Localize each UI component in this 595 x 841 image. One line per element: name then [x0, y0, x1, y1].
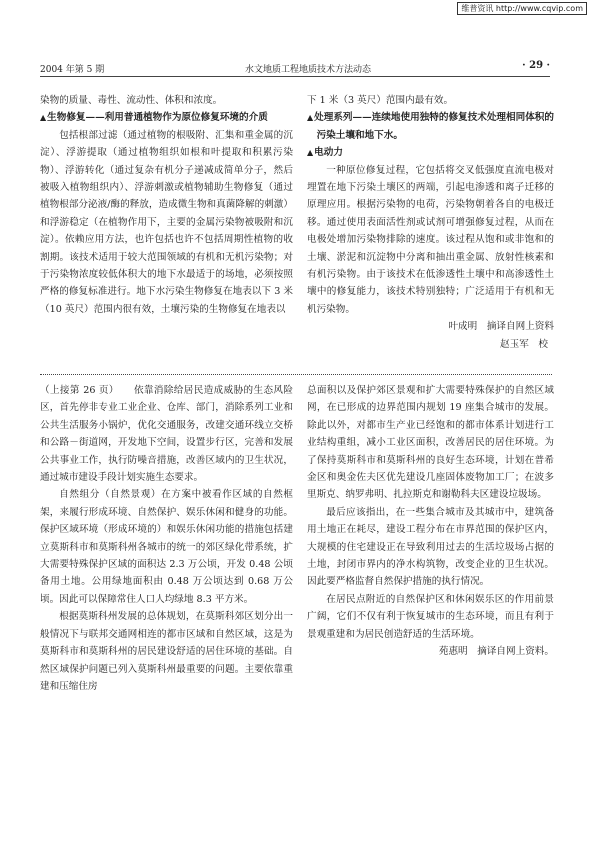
section-treatment-train-title: ▲处理系列——连续地使用独特的修复技术处理相同体积的污染土壤和地下水。 [307, 112, 554, 141]
general-plan-paragraph: 根据莫斯科州发展的总体规划，在莫斯科郊区划分出一般情况下与联邦交通网相连的都市区域和自然区域，这是为莫斯科市和莫斯科州的居民建设舒适的居住环境的基础。自然区域保护问题已列入莫斯科州最重要的问题。主要依靠重建和压缩住房 [40, 611, 293, 692]
land-reserve-paragraph: 最后应该指出，在一些集合城市及其城市中，建筑备用土地正在耗尽，建设工程分布在市界范围的保护区内，大规模的住宅建设正在导致利用过去的生活垃圾场占据的土地，封闭市界内的净水构筑物，改变企业的卫生状况。因此要严格监督自然保护措施的执行情况。 [307, 506, 554, 588]
section-bioremediation-title: ▲生物修复——利用普通植物作为原位修复环境的介质 [40, 112, 268, 124]
electrokinetic-paragraph: 一种原位修复过程，它包括将交叉低强度直流电极对埋置在地下污染土壤区的两端，引起电渗透和离子迁移的原理应用。根据污染物的电荷，污染物朝着各自的电极迁移。通过使用表面活性剂或试剂可增强修复过程，从而在电极处增加污染物排除的速度。该过程从饱和或非饱和的土壤、淤泥和沉淀物中分离和抽出重金属、放射性核素和有机污染物。由于该技术在低渗透性土壤中和高渗透性土壤中的修复能力，该技术特别独特；广泛适用于有机和无机污染物。 [307, 164, 554, 315]
issue-label: 2004 年第 5 期 [40, 65, 105, 75]
running-header [40, 60, 550, 77]
urban-development-paragraph: 总面积以及保护郊区景观和扩大需要特殊保护的自然区域网，在已形成的边界范围内规划 19 座集合城市的发展。除此以外，对都市生产业已经饱和的都市体系计划进行工业结构重组，减小工业区面积，改善居民的居住环境。为了保持莫斯科市和莫斯科州的良好生态环境，计划在普希金区和奥金佐夫区优先建设几座固体废物加工厂；在波多里斯克、纳罗弗明、扎拉斯克和谢勒科夫区建设垃圾场。 [307, 385, 554, 501]
translator-signature: 叶成明 摘译自网上资料 [448, 321, 554, 333]
top-left-column [40, 92, 293, 318]
section-electrokinetic-title: ▲电动力 [307, 147, 343, 159]
translator-signature-bottom: 苑惠明 摘译自网上资料。 [438, 646, 554, 658]
continued-paragraph: 下 1 米（3 英尺）范围内最有效。 [307, 95, 454, 106]
triangle-bullet-icon: ▲ [307, 112, 314, 123]
natural-component-paragraph: 自然组分（自然景观）在方案中被看作区域的自然框架，来履行形成环境、自然保护、娱乐休闲和健身的功能。保护区域环境（形成环境的）和娱乐休闲功能的措施包括建立莫斯科市和莫斯科州各城市的统一的郊区绿化带系统，扩大需要特殊保护区域的面积达 2.3 万公顷，开发 0.48 公顷备用土地。公用绿地面积由 0.48 万公顷达到 0.68 万公顷。因此可以保障常住人口人均绿地 8.3 平方米。 [40, 489, 293, 605]
watermark-stamp: 维普资讯 http://www.cqvip.com [457, 2, 587, 15]
top-right-column [307, 92, 554, 353]
journal-title: 水文地质工程地质技术方法动态 [245, 65, 372, 75]
continued-from-page26-paragraph: （上接第 26 页） 依靠消除给居民造成威胁的生态风险区，首先停非专业工业企业、仓库、部门，消除系列工业和公共生活服务小锅炉，优化交通服务，改建交通环线立交桥和公路－街道网，开发地下空间，设置步行区，完善和发展公共事业工作，执行防噪音措施，改善区域内的卫生状况，通过城市建设手段计划实施生态要求。 [40, 385, 293, 484]
bottom-right-column [307, 382, 554, 661]
proofreader-signature: 赵玉军 校 [500, 338, 548, 350]
triangle-bullet-icon: ▲ [40, 112, 47, 123]
intro-paragraph: 染物的质量、毒性、流动性、体积和浓度。 [40, 95, 223, 106]
recreation-zone-paragraph: 在居民点附近的自然保护区和休闲娱乐区的作用前景广阔，它们不仅有利于恢复城市的生态环境，而且有利于景观重建和为居民创造舒适的生活环境。 [307, 593, 554, 640]
section-divider [40, 374, 552, 375]
bioremediation-paragraph: 包括根部过滤（通过植物的根吸附、汇集和重金属的沉淀）、浮游提取（通过植物组织如根和叶提取和积累污染物）、浮游转化（通过复杂有机分子递减成简单分子，然后被吸入植物组织内）、浮游刺激或植物辅助生物修复（通过植物根部分泌液/酶的释放，造成微生物和真菌降解的刺激）和浮游稳定（在植物作用下，主要的金属污染物被吸附和沉淀）。依赖应用方法，也许包括也许不包括周期性植物的收割期。该技术适用于较大范围领域的有机和无机污染物；对于污染物浓度较低体积大的地下水最适于的场地，必须按照严格的修复标准进行。地下水污染生物修复在地表以下 3 米（10 英尺）范围内很有效，土壤污染的生物修复在地表以 [40, 129, 293, 315]
triangle-bullet-icon: ▲ [307, 147, 314, 158]
page-number: · 29 · [522, 60, 550, 71]
bottom-left-column [40, 382, 293, 695]
